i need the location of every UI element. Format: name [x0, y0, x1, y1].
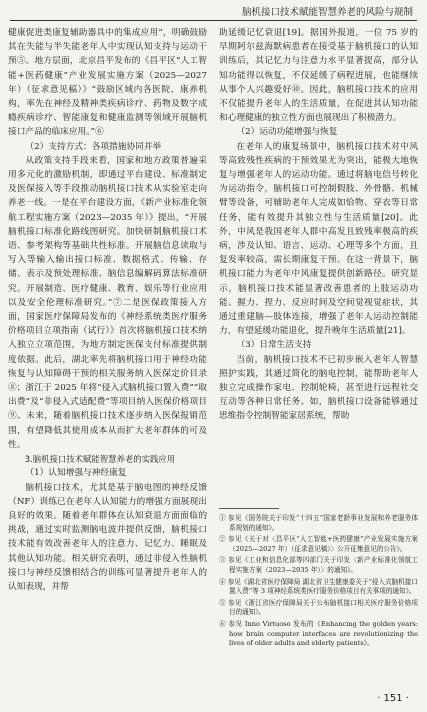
section-heading: （2）运动功能增强与恢复: [236, 127, 338, 138]
paragraph: 当前，脑机接口技术不已初步嵌入老年人智慧照护实践，其通过简化的脑电控制，能帮助老年人独立完成操作家电、控制轮椅，甚至进行远程社交互动等各种日常任务。如，脑机接口设备能够通过思维指令控制智能家居系统，帮助: [219, 354, 418, 422]
footnote: ③ 参见《工业和信息化部等四部门关于印发〈新产业标准化领航工程实施方案（2023—2035 年）〉的通知》。: [219, 556, 418, 574]
running-header: [0, 0, 427, 22]
section-heading: （3）日常生活支持: [236, 340, 312, 351]
section-heading: 3.脑机接口技术赋能智慧养老的实践应用: [24, 454, 176, 465]
footnotes: [219, 508, 418, 651]
paragraph: 健康促进类康复辅助器具中的集成应用”，明确鼓励其在失能与半失能老年人中实现认知支持与运动干预⑤。地方层面，北京昌平发布的《昌平区“人工智能+医药健康”产业发展实施方案（2025—2027 年）（征求意见稿）》“鼓励区域内各医院、康养机构，率先在神经及精神类疾病诊疗、药物及数字成瘾疾病诊疗、智能康复和健康监测等领域开展脑机接口产品的临床应用。”⑥: [8, 28, 207, 138]
paragraph: 从政策支持手段来看，国家和地方政策普遍采用多元化的激励机制，即通过平台建设、标准制定及医保接入等手段推动脑机接口技术从实验室走向养老一线。一是在平台建设方面，《新产业标准化领航工程实施方案（2023—2035 年）》提出，“开展脑机接口标准化路线图研究。加快研制脑机接口术语、参考架构等基础共性标准。开展脑信息读取与写入等输入输出接口标准、数据格式、传输、存储、表示及预处理标准、脑信息编解码算法标准研究。开展制造、医疗健康、教育、娱乐等行业应用以及安全伦理标准研究。”⑦二是医保政策接入方面，国家医疗保障局发布的《神经系统类医疗服务价格项目立项指南（试行）》首次将脑机接口技术纳入独立立项范围，为地方制定医保支付标准提供制度依据。此后，湖北率先将脑机接口用于神经功能恢复与认知障碍干预的相关服务纳入医保定价目录⑧；浙江于 2025 年将“侵入式脑机接口置入费”“取出费”及“非侵入式适配费”等项目纳入医保价格项目⑨。未来，随着脑机接口技术逐步纳入医保报销范围，有望降低其使用成本从而扩大老年群体的可及性。: [8, 155, 207, 450]
header-rule: [10, 20, 417, 21]
section-heading: （2）支持方式：各项措施协同并举: [25, 141, 162, 152]
footnote: ② 参见《关于对〈昌平区“人工智能+医药健康”产业发展实施方案（2025—2027 年）（征求意见稿）〉公开征集意见的公告》。: [219, 535, 418, 553]
paragraph: 在老年人的康复场景中，脑机接口技术对中风等高致残性疾病的干预效果尤为突出，能极大地恢复与增强老年人的运动功能。通过将脑电信号转化为运动指令，脑机接口可控制假肢、外骨骼、机械臂等设备，可辅助老年人完成如恰物、穿衣等日常任务，能有效提升其独立性与生活质量[20]。此外，中风是我国老年人群中高发且致残率极高的疾病，涉及认知、语言、运动、心理等多个方面，且复发率较高，需长期康复干预。在这一背景下，脑机接口能力为老年中风康复提供创新路径。研究显示，脑机接口技术能显著改善患者的上肢运动功能、握力、捏力、反应时间及空间觉视觉症状，其通过重建脑—肢体连接，增强了老年人运动控制能力，有望延缓功能退化，提升晚年生活质量[21]。: [219, 141, 418, 337]
footnote: ① 参见《国务院关于印发“十四五”国家老龄事业发展和养老服务体系规划的通知》。: [219, 514, 418, 532]
footnote-rule: [219, 508, 279, 509]
footnote: ⑥ 参见 Inno Virtuoso 发布的《Enhancing the golden years: how brain computer interfaces are revolutionizing the lives of older adults and elderly patients》。: [219, 619, 418, 648]
paragraph: 脑机接口技术，尤其是基于脑电图的神经反馈（NF）训练已在老年人认知能力的增强方面展现出良好的效果。随着老年群体在认知衰退方面面临的挑战，通过实时监测脑电波并提供反馈，脑机接口技术能有效改善老年人的注意力、记忆力、睡眠及其他认知功能。相关研究表明，通过非侵入性脑机接口与神经反馈相结合的训练可显著提升老年人的认知表现，并帮: [8, 482, 207, 592]
section-heading: （1）认知增强与神经康复: [25, 468, 127, 479]
paragraph: 助延缓记忆衰退[19]。据国外报道，一位 75 岁的早期阿尔兹海默病患者在接受基于脑机接口的认知训练后，其记忆力与注意力水平显著提高，部分认知功能得以恢复，不仅延缓了病程进展，也能继续从事个人兴趣爱好⑩。因此，脑机接口技术的应用不仅能提升老年人的生活质量，在促进其认知功能和心理健康的独立性方面也展现出了积极潜力。: [219, 28, 418, 124]
left-column: [8, 26, 207, 594]
footnote: ⑤ 参见《浙江省医疗保障局关于公布脑机接口相关医疗服务价格项目的通知》。: [219, 598, 418, 617]
footnote: ④ 参见《湖北省医疗保障局 湖北省卫生健康委关于“侵入式脑机接口置入费”等 3 项神经系统类医疗服务价格项目有关事项的通知》。: [219, 577, 418, 596]
running-header-title: 脑机接口技术赋能智慧养老的风险与规制: [241, 7, 413, 18]
page-number: · 151 ·: [377, 693, 409, 704]
right-column: [219, 26, 418, 424]
